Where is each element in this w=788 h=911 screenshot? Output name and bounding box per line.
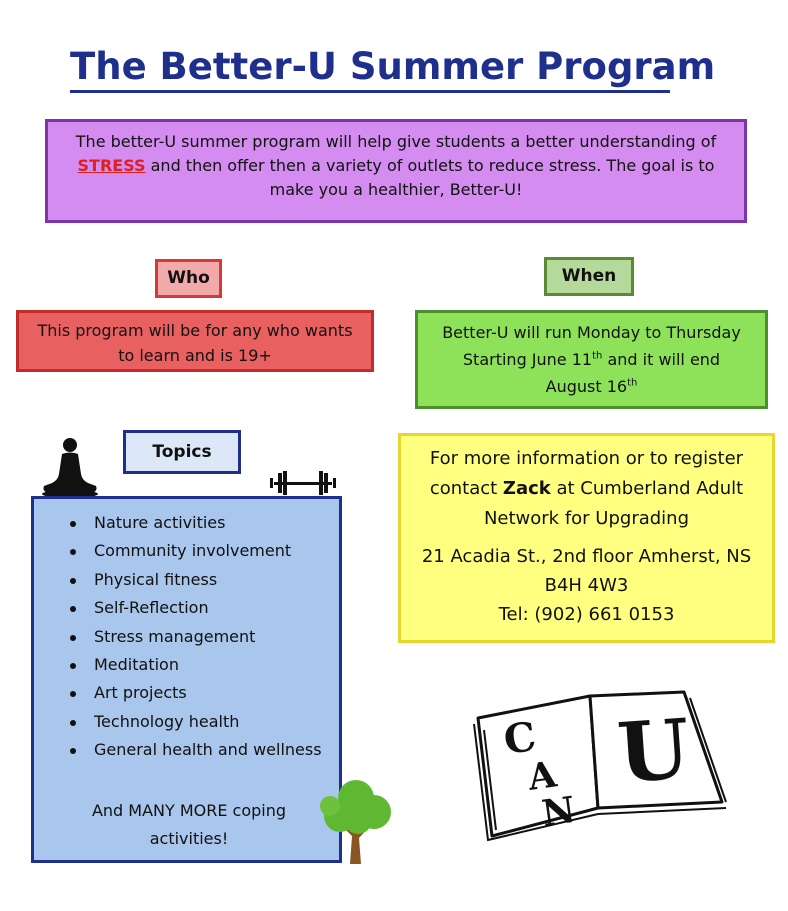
- address-line2: B4H 4W3: [544, 575, 629, 596]
- book-letter-u: U: [614, 701, 693, 802]
- telephone: Tel: (902) 661 0153: [498, 604, 675, 625]
- book-logo: [470, 690, 730, 842]
- list-item: Community involvement: [68, 537, 338, 565]
- intro-line1: The better-U summer program will help give students a better understanding of: [75, 132, 717, 151]
- tree-icon: [312, 776, 398, 866]
- contact-info-box: [398, 433, 775, 643]
- more-activities-text: And MANY MORE coping activities!: [91, 801, 287, 848]
- when-line3-sup: th: [627, 377, 638, 389]
- who-label: Who: [155, 259, 222, 298]
- address-line1: 21 Acadia St., 2nd floor Amherst, NS: [421, 546, 752, 567]
- list-item: Technology health: [68, 708, 338, 736]
- list-item: General health and wellness: [68, 736, 338, 764]
- book-letter-n: N: [539, 788, 578, 835]
- topics-label: Topics: [123, 430, 241, 474]
- topics-box: [31, 496, 342, 863]
- who-box: [16, 310, 374, 372]
- meditation-icon: [40, 436, 100, 498]
- when-label: When: [544, 257, 634, 296]
- list-item: Art projects: [68, 679, 338, 707]
- when-box: [415, 310, 768, 409]
- when-line2-sup: th: [592, 350, 603, 362]
- list-item: Self-Reflection: [68, 594, 338, 622]
- list-item: Stress management: [68, 623, 338, 651]
- list-item: Physical fitness: [68, 566, 338, 594]
- info-post: at Cumberland Adult Network for Upgrading: [483, 478, 744, 529]
- stress-word: STRESS: [77, 156, 146, 175]
- book-letter-c: C: [500, 712, 539, 764]
- when-line2-post: and it will end: [602, 350, 721, 369]
- who-text: This program will be for any who wants to learn and is 19+: [37, 321, 353, 365]
- when-line2-pre: Starting June 11: [462, 350, 593, 369]
- topics-list: [68, 509, 338, 765]
- list-item: Meditation: [68, 651, 338, 679]
- when-line3-pre: August 16: [545, 377, 628, 396]
- list-item: Nature activities: [68, 509, 338, 537]
- page-title: The Better-U Summer Program: [70, 44, 670, 93]
- contact-name: Zack: [502, 478, 551, 499]
- intro-rest: and then offer then a variety of outlets to reduce stress. The goal is to make you a healthier, Better-U!: [145, 156, 715, 199]
- info-pre: For more information or to register contact: [429, 448, 744, 499]
- when-line1: Better-U will run Monday to Thursday: [442, 323, 741, 342]
- dumbbell-icon: [268, 468, 338, 498]
- intro-box: [45, 119, 747, 223]
- book-letter-a: A: [525, 753, 559, 799]
